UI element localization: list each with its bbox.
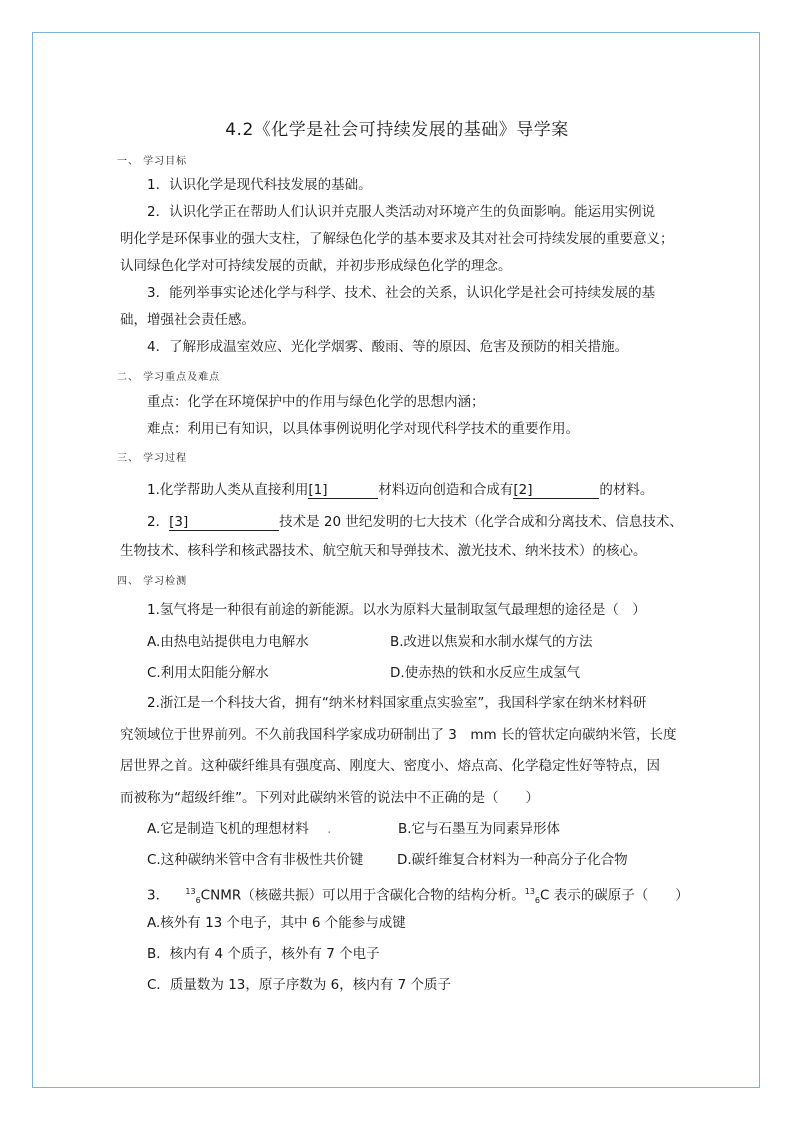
blank-2[interactable]: [2]	[513, 483, 599, 499]
question-3-option-b: B．核内有 4 个质子，核外有 7 个电子	[147, 946, 380, 962]
process-item-2-line-2: 生物技术、核科学和核武器技术、航空航天和导弹技术、激光技术、纳米技术）的核心。	[120, 543, 647, 559]
section-heading-key-points: 二、 学习重点及难点	[117, 372, 221, 383]
question-2-line-1: 2.浙江是一个科技大省，拥有“纳米材料国家重点实验室”，我国科学家在纳米材料研	[147, 695, 647, 711]
objective-1: 1．认识化学是现代科技发展的基础。	[147, 177, 372, 193]
key-point: 重点：化学在环境保护中的作用与绿色化学的思想内涵；	[147, 394, 485, 410]
blank-1[interactable]: [1]	[308, 483, 378, 499]
process-2-text: 技术是 20 世纪发明的七大技术（化学合成和分离技术、信息技术、	[279, 514, 683, 530]
question-2-line-3: 居世界之首。这种碳纤维具有强度高、刚度大、密度小、熔点高、化学稳定性好等特点，因	[120, 758, 660, 774]
objective-3-line-1: 3．能列举事实论述化学与科学、技术、社会的关系，认识化学是社会可持续发展的基	[147, 285, 656, 301]
process-1-text-end: 的材料。	[599, 482, 654, 498]
question-1-option-a: A.由热电站提供电力电解水	[147, 634, 309, 650]
question-3-number: 3．	[147, 887, 170, 904]
question-2-option-a-text: A.它是制造飞机的理想材料	[147, 821, 309, 837]
section-heading-objectives: 一、 学习目标	[117, 156, 188, 167]
mass-number-2: 13	[524, 887, 535, 896]
process-2-number: 2．	[147, 514, 170, 530]
blank-3[interactable]: [3]	[169, 515, 279, 531]
question-3-option-c: C．质量数为 13，原子序数为 6，核内有 7 个质子	[147, 977, 451, 993]
question-1-option-b: B.改进以焦炭和水制水煤气的方法	[390, 634, 593, 650]
question-2-option-d: D.碳纤维复合材料为一种高分子化合物	[397, 852, 628, 868]
atomic-number-2: 6	[534, 896, 541, 906]
question-1-option-d: D.使赤热的铁和水反应生成氢气	[390, 665, 581, 681]
mass-number-1: 13	[185, 887, 196, 896]
objective-2-line-3: 认同绿色化学对可持续发展的贡献，并初步形成绿色化学的理念。	[120, 258, 512, 274]
question-2-line-2: 究领域位于世界前列。不久前我国科学家成功研制出了 3 mm 长的管状定向碳纳米管，长度	[120, 727, 677, 743]
process-item-1	[147, 481, 653, 499]
process-1-text-middle: 材料迈向创造和合成有	[378, 482, 514, 498]
question-3	[147, 883, 689, 910]
section-heading-test: 四、 学习检测	[117, 576, 188, 587]
question-2-option-b: B.它与石墨互为同素异形体	[398, 821, 561, 837]
objective-2-line-1: 2．认识化学正在帮助人们认识并克服人类活动对环境产生的负面影响。能运用实例说	[147, 204, 656, 220]
document-title: 4.2《化学是社会可持续发展的基础》导学案	[225, 120, 569, 140]
question-3-text: CNMR（核磁共振）可以用于含碳化合物的结构分析。	[200, 887, 525, 904]
process-item-2	[147, 513, 683, 531]
question-1-option-c: C.利用太阳能分解水	[147, 665, 269, 681]
question-2-option-a	[147, 820, 331, 838]
stray-mark: .	[327, 821, 332, 837]
difficult-point: 难点：利用已有知识，以具体事例说明化学对现代科学技术的重要作用。	[147, 421, 579, 437]
question-3-option-a: A.核外有 13 个电子，其中 6 个能参与成键	[147, 915, 406, 931]
question-3-text-end: C 表示的碳原子（ ）	[540, 887, 689, 904]
question-2-option-c: C.这种碳纳米管中含有非极性共价键	[147, 852, 364, 868]
process-1-text-start: 1.化学帮助人类从直接利用	[147, 482, 309, 498]
objective-2-line-2: 明化学是环保事业的强大支柱，了解绿色化学的基本要求及其对社会可持续发展的重要意义；	[120, 231, 674, 247]
section-heading-process: 三、 学习过程	[117, 453, 188, 464]
atomic-number-1: 6	[195, 896, 201, 906]
objective-4: 4．了解形成温室效应、光化学烟雾、酸雨、等的原因、危害及预防的相关措施。	[147, 339, 629, 355]
question-1: 1.氢气将是一种很有前途的新能源。以水为原料大量制取氢气最理想的途径是（ ）	[147, 602, 646, 618]
objective-3-line-2: 础，增强社会责任感。	[120, 312, 255, 328]
question-2-line-4: 而被称为“超级纤维”。下列对此碳纳米管的说法中不正确的是（ ）	[120, 790, 539, 806]
